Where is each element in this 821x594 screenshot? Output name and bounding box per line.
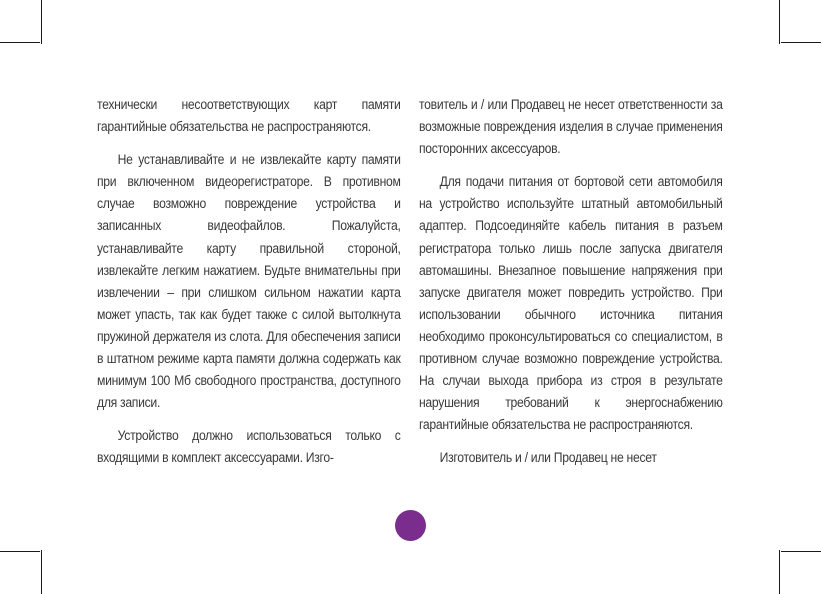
crop-mark-bottom-right-horizontal xyxy=(781,551,821,552)
paragraph: Изготовитель и / или Продавец не несет xyxy=(439,450,657,467)
crop-mark-top-left-horizontal xyxy=(0,42,40,43)
left-text-column xyxy=(97,94,401,470)
paragraph: Не устанавливайте и не извлекайте карту памяти при включенном видеорегистраторе. В противном случае возможно повреждение устройства и записанных видеофайлов. Пожалуйста, устанавливайте карту правильной стороной, извлекайте легким нажатием. Будьте внимательны при извлечении – при слишком сильном нажатии карта может упасть, так как будет также с силой вытолкнута пружиной держателя из слота. Для обеспечения записи в штатном режиме карта памяти должна содержать как минимум 100 Мб свободного пространства, доступного для записи. xyxy=(97,152,401,412)
paragraph: товитель и / или Продавец не несет ответственности за возможные повреждения изделия в случае применения посторонних аксессуаров. xyxy=(419,97,723,158)
paragraph: технически несоответствующих карт памяти гарантийные обязательства не распространяются. xyxy=(97,97,401,136)
crop-mark-top-right-horizontal xyxy=(781,42,821,43)
paragraph: Для подачи питания от бортовой сети автомобиля на устройство используйте штатный автомобильный адаптер. Подсоединяйте кабель питания в разъем регистратора только лишь после запуска двигателя автомашины. Внезапное повышение напряжения при запуске двигателя может повредить устройство. При использовании обычного источника питания необходимо проконсультироваться со специалистом, в противном случае возможно повреждение устройства. На случаи выхода прибора из строя в результате нарушения требований к энергоснабжению гарантийные обязательства не распространяются. xyxy=(419,174,723,434)
crop-mark-bottom-right-vertical xyxy=(779,550,780,594)
crop-mark-bottom-left-horizontal xyxy=(0,551,40,552)
right-text-column xyxy=(419,94,723,470)
crop-mark-top-left-vertical xyxy=(41,0,42,44)
crop-mark-bottom-left-vertical xyxy=(41,550,42,594)
crop-mark-top-right-vertical xyxy=(779,0,780,44)
page-marker-dot xyxy=(395,510,426,541)
paragraph: Устройство должно использоваться только с входящими в комплект аксессуарами. Изго- xyxy=(97,428,401,467)
